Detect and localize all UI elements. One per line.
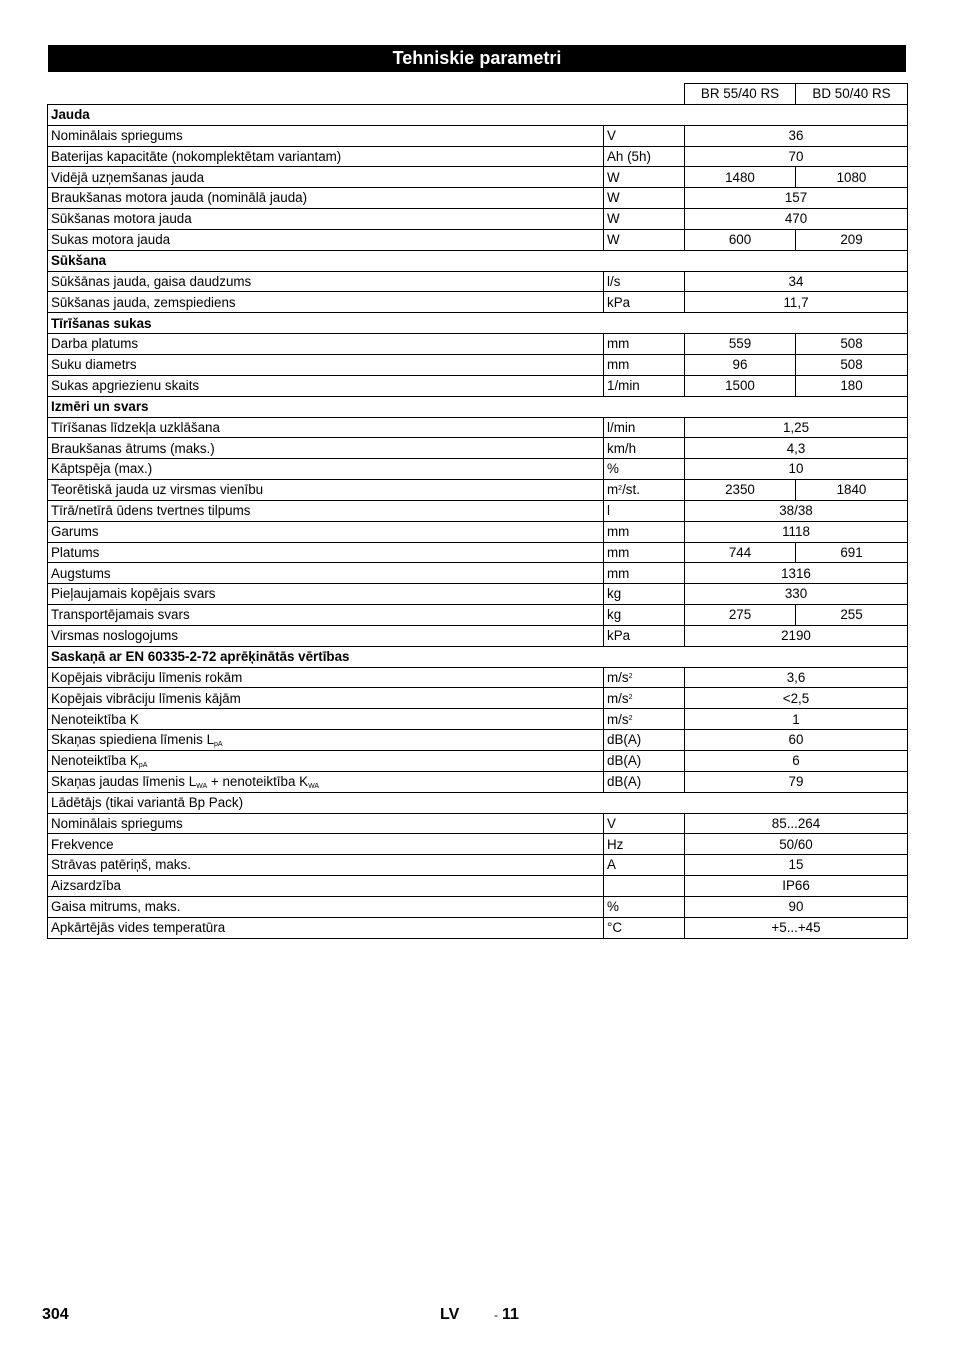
section-title: Saskaņā ar EN 60335-2-72 aprēķinātās vērtības: [48, 646, 908, 667]
parameter-value: 6: [685, 751, 908, 772]
parameter-value: 1080: [796, 167, 908, 188]
unit-text: $m/s^2$: [607, 690, 633, 706]
parameter-value: 36: [685, 125, 908, 146]
parameter-unit: [604, 688, 685, 709]
parameter-label: [48, 771, 604, 792]
parameter-label-text: Suku diametrs: [51, 357, 137, 373]
parameter-label-text: Sūkšānas jauda, gaisa daudzums: [51, 273, 252, 289]
table-row: [48, 334, 908, 355]
parameter-label: [48, 917, 604, 938]
parameter-subscript: WA: [196, 783, 208, 791]
parameter-label-text: Virsmas noslogojums: [51, 628, 179, 644]
parameter-unit: mm: [604, 563, 685, 584]
page-number: 304: [42, 1306, 69, 1323]
table-row: [48, 354, 908, 375]
parameter-label-text: Braukšanas ātrums (maks.): [51, 440, 215, 456]
parameter-value: 508: [796, 334, 908, 355]
parameter-label: [48, 730, 604, 751]
parameter-unit: mm: [604, 521, 685, 542]
parameter-value: 11,7: [685, 292, 908, 313]
model-header: BR 55/40 RS: [685, 84, 796, 105]
footer-dash: -: [494, 1308, 498, 1322]
parameter-value: 60: [685, 730, 908, 751]
parameter-label-text: + nenoteiktība K: [207, 774, 309, 790]
parameter-label: [48, 229, 604, 250]
parameter-label-text: Apkārtējās vides temperatūra: [51, 919, 226, 935]
parameter-label-text: Aizsardzība: [51, 878, 121, 894]
parameter-label-text: Sukas apgriezienu skaits: [51, 378, 200, 394]
parameter-unit: Ah (5h): [604, 146, 685, 167]
parameter-unit: kPa: [604, 292, 685, 313]
parameter-label-text: Nominālais spriegums: [51, 815, 183, 831]
parameter-value: 508: [796, 354, 908, 375]
parameter-unit: [604, 667, 685, 688]
table-row: [48, 229, 908, 250]
parameter-value: 1118: [685, 521, 908, 542]
parameter-unit: [604, 480, 685, 501]
parameter-label-text: Tīrīšanas līdzekļa uzklāšana: [51, 419, 220, 435]
table-body: [48, 84, 908, 939]
parameter-label-text: Augstums: [51, 565, 111, 581]
table-row: [48, 271, 908, 292]
parameter-value: 255: [796, 605, 908, 626]
parameter-unit: 1/min: [604, 375, 685, 396]
parameter-label: [48, 521, 604, 542]
parameter-value: 50/60: [685, 834, 908, 855]
parameter-unit: l/min: [604, 417, 685, 438]
parameter-value: 1500: [685, 375, 796, 396]
section-header-row: [48, 396, 908, 417]
parameter-label: [48, 584, 604, 605]
parameter-unit: V: [604, 125, 685, 146]
parameter-label: [48, 625, 604, 646]
parameter-unit: kg: [604, 605, 685, 626]
parameter-value: 1316: [685, 563, 908, 584]
parameter-value: 3,6: [685, 667, 908, 688]
table-row: [48, 459, 908, 480]
parameter-value: 79: [685, 771, 908, 792]
section-header-row: [48, 313, 908, 334]
parameter-value: +5...+45: [685, 917, 908, 938]
parameter-unit: Hz: [604, 834, 685, 855]
parameter-value: IP66: [685, 876, 908, 897]
parameter-value: 1,25: [685, 417, 908, 438]
parameter-value: 1840: [796, 480, 908, 501]
parameter-label-text: Braukšanas motora jauda (nominālā jauda): [51, 190, 308, 206]
unit-text: $m/s^2$: [607, 711, 633, 727]
table-row: [48, 855, 908, 876]
parameter-unit: km/h: [604, 438, 685, 459]
parameter-label-text: Kopējais vibrāciju līmenis rokām: [51, 669, 243, 685]
parameter-label: [48, 480, 604, 501]
parameter-unit: kPa: [604, 625, 685, 646]
parameter-value: 96: [685, 354, 796, 375]
parameter-label-text: Kāptspēja (max.): [51, 461, 153, 477]
table-row: [48, 688, 908, 709]
parameter-label: [48, 813, 604, 834]
table-row: [48, 209, 908, 230]
parameter-label-text: Transportējamais svars: [51, 607, 190, 623]
footer-section-page-number: 11: [502, 1306, 519, 1323]
table-row: [48, 917, 908, 938]
parameter-label: [48, 271, 604, 292]
parameter-label: [48, 605, 604, 626]
section-header-row: [48, 104, 908, 125]
parameter-label-text: Baterijas kapacitāte (nokomplektētam variantam): [51, 148, 342, 164]
parameter-label-text: Platums: [51, 544, 100, 560]
parameter-label-text: Sukas motora jauda: [51, 232, 171, 248]
section-title: Jauda: [48, 104, 908, 125]
section-header-row: [48, 250, 908, 271]
parameter-label-text: Frekvence: [51, 836, 114, 852]
table-row: [48, 730, 908, 751]
parameter-value: 4,3: [685, 438, 908, 459]
parameter-unit: mm: [604, 354, 685, 375]
technical-data-table: [47, 83, 908, 939]
parameter-label: [48, 438, 604, 459]
parameter-value: 600: [685, 229, 796, 250]
parameter-label-text: Skaņas spiediena līmenis L: [51, 732, 215, 748]
parameter-value: 275: [685, 605, 796, 626]
parameter-label-text: Garums: [51, 523, 99, 539]
parameter-value: 10: [685, 459, 908, 480]
parameter-label-text: Nenoteiktība K: [51, 711, 139, 727]
table-row: [48, 125, 908, 146]
parameter-label-text: Sūkšanas jauda, zemspiediens: [51, 294, 236, 310]
parameter-label: [48, 334, 604, 355]
parameter-label: [48, 375, 604, 396]
section-title: Tīrīšanas sukas: [48, 313, 908, 334]
parameter-value: 2190: [685, 625, 908, 646]
parameter-value: 180: [796, 375, 908, 396]
parameter-label-text: Teorētiskā jauda uz virsmas vienību: [51, 482, 264, 498]
table-row: [48, 375, 908, 396]
parameter-label: [48, 146, 604, 167]
parameter-value: 34: [685, 271, 908, 292]
parameter-unit: W: [604, 209, 685, 230]
parameter-label: [48, 500, 604, 521]
section-title: Izmēri un svars: [48, 396, 908, 417]
parameter-subscript: pA: [214, 741, 223, 749]
parameter-subscript: WA: [308, 783, 320, 791]
parameter-unit: mm: [604, 334, 685, 355]
parameter-label: [48, 688, 604, 709]
parameter-label: [48, 459, 604, 480]
table-row: [48, 521, 908, 542]
parameter-unit: W: [604, 229, 685, 250]
parameter-label: [48, 563, 604, 584]
parameter-value: 70: [685, 146, 908, 167]
parameter-unit: dB(A): [604, 771, 685, 792]
parameter-value: 209: [796, 229, 908, 250]
table-row: [48, 813, 908, 834]
parameter-label: [48, 292, 604, 313]
parameter-label-text: Darba platums: [51, 336, 139, 352]
parameter-value: 90: [685, 896, 908, 917]
parameter-value: 1: [685, 709, 908, 730]
table-row: [48, 584, 908, 605]
parameter-unit: W: [604, 188, 685, 209]
parameter-label: [48, 855, 604, 876]
parameter-label-text: Sūkšanas motora jauda: [51, 211, 192, 227]
table-row: [48, 167, 908, 188]
parameter-value: 330: [685, 584, 908, 605]
parameter-label: [48, 667, 604, 688]
table-header-row: [48, 84, 908, 105]
section-header-row: [48, 792, 908, 813]
parameter-label-text: Pieļaujamais kopējais svars: [51, 586, 216, 602]
parameter-label-text: Kopējais vibrāciju līmenis kājām: [51, 690, 241, 706]
table-row: [48, 500, 908, 521]
parameter-label-text: Tīrā/netīrā ūdens tvertnes tilpums: [51, 503, 251, 519]
header-spacer: [48, 84, 685, 105]
parameter-label: [48, 709, 604, 730]
parameter-label-text: Vidējā uzņemšanas jauda: [51, 169, 205, 185]
table-row: [48, 667, 908, 688]
parameter-unit: l/s: [604, 271, 685, 292]
parameter-value: 2350: [685, 480, 796, 501]
unit-text: $m/s^2$: [607, 669, 633, 685]
table-row: [48, 417, 908, 438]
parameter-unit: dB(A): [604, 730, 685, 751]
table-row: [48, 438, 908, 459]
parameter-value: <2,5: [685, 688, 908, 709]
parameter-unit: W: [604, 167, 685, 188]
table-row: [48, 625, 908, 646]
parameter-label: [48, 417, 604, 438]
parameter-unit: V: [604, 813, 685, 834]
page-title: Tehniskie parametri: [48, 45, 906, 72]
parameter-subscript: pA: [138, 762, 148, 770]
parameter-value: 15: [685, 855, 908, 876]
table-row: [48, 709, 908, 730]
parameter-label-text: Strāvas patēriņš, maks.: [51, 857, 191, 873]
table-row: [48, 542, 908, 563]
parameter-label: [48, 751, 604, 772]
parameter-label: [48, 876, 604, 897]
parameter-label-text: Gaisa mitrums, maks.: [51, 899, 181, 915]
parameter-value: 38/38: [685, 500, 908, 521]
footer-language: LV: [440, 1306, 460, 1323]
parameter-unit: dB(A): [604, 751, 685, 772]
parameter-label-text: Nenoteiktība K: [51, 753, 139, 769]
parameter-label: [48, 542, 604, 563]
parameter-label: [48, 167, 604, 188]
parameter-value: 1480: [685, 167, 796, 188]
table-row: [48, 605, 908, 626]
table-row: [48, 751, 908, 772]
parameter-unit: l: [604, 500, 685, 521]
table-row: [48, 146, 908, 167]
section-header-row: [48, 646, 908, 667]
parameter-unit: A: [604, 855, 685, 876]
parameter-value: 85...264: [685, 813, 908, 834]
parameter-label: [48, 125, 604, 146]
table-row: [48, 563, 908, 584]
table-row: [48, 188, 908, 209]
parameter-unit: kg: [604, 584, 685, 605]
parameter-value: 691: [796, 542, 908, 563]
parameter-value: 470: [685, 209, 908, 230]
parameter-unit: mm: [604, 542, 685, 563]
parameter-unit: [604, 876, 685, 897]
parameter-label-text: Nominālais spriegums: [51, 127, 183, 143]
parameter-label: [48, 896, 604, 917]
parameter-label: [48, 354, 604, 375]
table-row: [48, 292, 908, 313]
table-row: [48, 876, 908, 897]
parameter-value: 559: [685, 334, 796, 355]
parameter-unit: %: [604, 459, 685, 480]
parameter-label: [48, 834, 604, 855]
parameter-value: 157: [685, 188, 908, 209]
parameter-unit: [604, 709, 685, 730]
parameter-unit: %: [604, 896, 685, 917]
unit-text: $m^2/st$.: [607, 482, 640, 498]
footer-section-page: [494, 1306, 519, 1324]
parameter-unit: °C: [604, 917, 685, 938]
parameter-label-text: Skaņas jaudas līmenis L: [51, 774, 197, 790]
table-row: [48, 834, 908, 855]
table-row: [48, 771, 908, 792]
parameter-label: [48, 188, 604, 209]
parameter-label: [48, 209, 604, 230]
model-header: BD 50/40 RS: [796, 84, 908, 105]
section-title: Lādētājs (tikai variantā Bp Pack): [48, 792, 908, 813]
parameter-value: 744: [685, 542, 796, 563]
table-row: [48, 896, 908, 917]
table-row: [48, 480, 908, 501]
section-title: Sūkšana: [48, 250, 908, 271]
